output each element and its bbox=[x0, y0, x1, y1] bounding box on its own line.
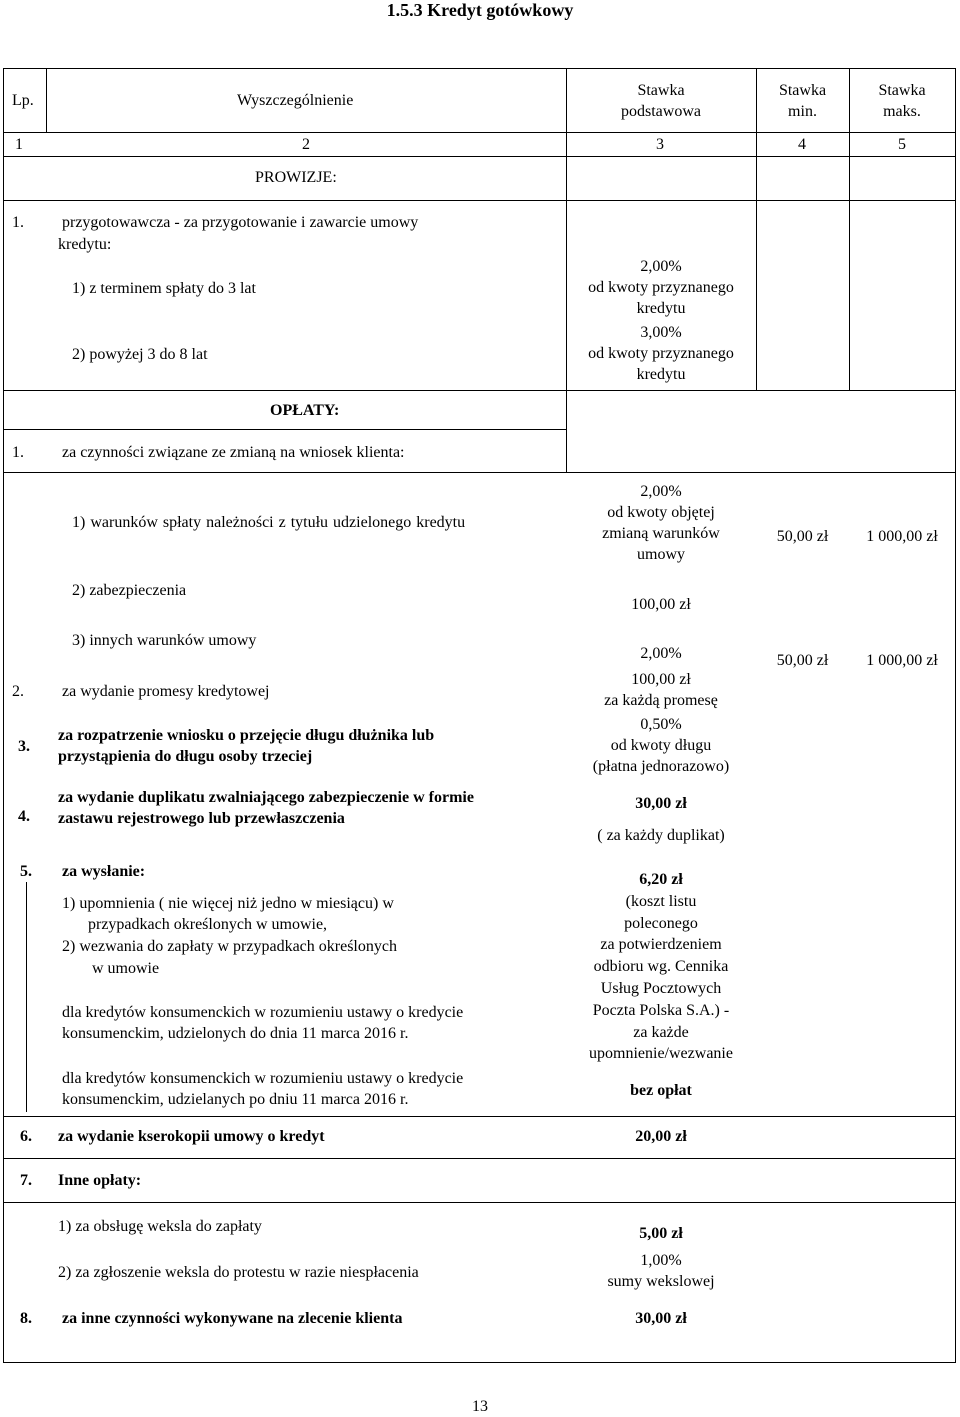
oplaty-r5-line3: 2) wezwania do zapłaty w przypadkach określonych bbox=[62, 938, 397, 955]
oplaty-r1-sub1-rate-desc-1: od kwoty objętej bbox=[607, 504, 715, 521]
oplaty-r5-rate-desc-8: upomnienie/wezwanie bbox=[589, 1045, 733, 1063]
prowizje-item-text: przygotowawcza - za przygotowanie i zawarcie umowy bbox=[62, 214, 419, 231]
col-header-min-line1: Stawka bbox=[778, 82, 827, 99]
page-title: 1.5.3 Kredyt gotówkowy bbox=[386, 0, 574, 20]
oplaty-r1-sub1: 1) warunków spłaty należności z tytułu udzielonego kredytu bbox=[72, 514, 466, 531]
oplaty-r5-line5: dla kredytów konsumenckich w rozumieniu ustawy o kredycie bbox=[62, 1004, 464, 1021]
oplaty-r8-text: za inne czynności wykonywane na zlecenie klienta bbox=[62, 1310, 403, 1327]
col-header-max-line2: maks. bbox=[883, 103, 921, 120]
prowizje-sub1-rate-desc-2: kredytu bbox=[636, 300, 686, 317]
oplaty-r5-line6: konsumenckim, udzielonych do dnia 11 marca 2016 r. bbox=[62, 1025, 409, 1042]
col-header-desc: Wyszczególnienie bbox=[237, 92, 354, 109]
prowizje-sub1-label: 1) z terminem spłaty do 3 lat bbox=[72, 280, 256, 297]
section-oplaty-heading: OPŁATY: bbox=[270, 402, 340, 419]
oplaty-r4-rate-desc: ( za każdy duplikat) bbox=[597, 827, 725, 844]
oplaty-r5-line8: konsumenckim, udzielanych po dniu 11 marca 2016 r. bbox=[62, 1091, 409, 1108]
oplaty-r5-rate bbox=[566, 869, 756, 1065]
oplaty-r4-text-2: zastawu rejestrowego lub przewłaszczenia bbox=[58, 810, 345, 827]
oplaty-r3-text-2: przystąpienia do długu osoby trzeciej bbox=[58, 748, 313, 765]
col-header-max bbox=[849, 80, 955, 122]
oplaty-r5-num: 5. bbox=[20, 863, 32, 880]
oplaty-r1-sub1-max: 1 000,00 zł bbox=[866, 528, 938, 545]
prowizje-item-text-2: kredytu: bbox=[58, 236, 112, 253]
oplaty-r1-sub3: 3) innych warunków umowy bbox=[72, 632, 257, 649]
oplaty-r5-rate-desc-7: za każde bbox=[633, 1023, 689, 1041]
prowizje-sub2-rate-desc-2: kredytu bbox=[636, 366, 686, 383]
col-header-min-line2: min. bbox=[788, 103, 817, 120]
oplaty-r3-text-1: za rozpatrzenie wniosku o przejęcie długu dłużnika lub bbox=[58, 727, 435, 744]
oplaty-r5-rate-desc-2: poleconego bbox=[624, 914, 698, 932]
oplaty-r1-sub1-rate-value: 2,00% bbox=[640, 483, 682, 500]
oplaty-r1-num: 1. bbox=[12, 444, 24, 461]
oplaty-r5-line2: przypadkach określonych w umowie, bbox=[88, 916, 328, 933]
prowizje-sub2-rate-value: 3,00% bbox=[640, 324, 682, 341]
oplaty-r7-num: 7. bbox=[20, 1172, 32, 1189]
oplaty-r5-text: za wysłanie: bbox=[62, 863, 146, 880]
oplaty-r5-line1: 1) upomnienia ( nie więcej niż jedno w miesiącu) w bbox=[62, 895, 394, 912]
oplaty-r7-sub1-rate: 5,00 zł bbox=[639, 1225, 683, 1242]
col-header-lp: Lp. bbox=[12, 92, 34, 109]
oplaty-r1-sub1-min: 50,00 zł bbox=[776, 528, 829, 545]
oplaty-r1-sub3-min: 50,00 zł bbox=[776, 652, 829, 669]
oplaty-r1-sub1-rate-desc-2: zmianą warunków bbox=[602, 525, 720, 542]
oplaty-r3-rate-value: 0,50% bbox=[640, 716, 682, 733]
oplaty-r6-rate: 20,00 zł bbox=[635, 1128, 687, 1145]
oplaty-r2-num: 2. bbox=[12, 683, 24, 700]
page-number: 13 bbox=[472, 1398, 488, 1415]
colnum-2: 2 bbox=[302, 136, 310, 153]
oplaty-r2-rate-desc: za każdą promesę bbox=[604, 692, 718, 709]
colnum-5: 5 bbox=[898, 136, 906, 153]
oplaty-r5-rate-desc-1: (koszt listu bbox=[625, 892, 697, 910]
oplaty-r5-rate-value: 6,20 zł bbox=[639, 871, 683, 888]
colnum-3: 3 bbox=[656, 136, 664, 153]
oplaty-r3-rate-desc-2: (płatna jednorazowo) bbox=[592, 758, 730, 775]
prowizje-item-num: 1. bbox=[12, 214, 24, 231]
oplaty-r7-text: Inne opłaty: bbox=[58, 1172, 142, 1189]
oplaty-r6-text: za wydanie kserokopii umowy o kredyt bbox=[58, 1128, 325, 1145]
col-header-max-line1: Stawka bbox=[878, 82, 926, 99]
oplaty-r7-sub2-rate-value: 1,00% bbox=[640, 1252, 682, 1269]
colnum-1: 1 bbox=[15, 136, 23, 153]
oplaty-r6-num: 6. bbox=[20, 1128, 32, 1145]
prowizje-sub2-rate bbox=[566, 322, 756, 385]
prowizje-sub2-rate-desc: od kwoty przyznanego bbox=[588, 345, 734, 362]
section-prowizje-heading: PROWIZJE: bbox=[255, 169, 337, 186]
oplaty-r1-sub3-rate: 2,00% bbox=[640, 645, 682, 662]
oplaty-r5-rate-desc-4: odbioru wg. Cennika bbox=[593, 958, 729, 976]
oplaty-r4-num: 4. bbox=[18, 808, 30, 825]
oplaty-r1-sub2-rate: 100,00 zł bbox=[631, 596, 691, 613]
prowizje-sub1-rate-desc: od kwoty przyznanego bbox=[588, 279, 734, 296]
oplaty-r7-sub2: 2) za zgłoszenie weksla do protestu w razie niespłacenia bbox=[58, 1264, 419, 1281]
oplaty-r5-rate-desc-5: Usług Pocztowych bbox=[600, 979, 722, 997]
oplaty-r2-rate-value: 100,00 zł bbox=[631, 671, 691, 688]
oplaty-r3-num: 3. bbox=[18, 738, 30, 755]
oplaty-r4-text-1: za wydanie duplikatu zwalniającego zabezpieczenie w formie bbox=[58, 789, 474, 806]
col-header-base-line1: Stawka bbox=[637, 82, 685, 99]
oplaty-r4-text bbox=[58, 787, 474, 829]
oplaty-r1-sub1-rate bbox=[566, 481, 756, 565]
oplaty-r3-text bbox=[58, 725, 434, 767]
oplaty-r1-sub2: 2) zabezpieczenia bbox=[72, 582, 187, 599]
oplaty-r8-num: 8. bbox=[20, 1310, 32, 1327]
oplaty-r4-rate: 30,00 zł bbox=[635, 795, 687, 812]
col-header-min bbox=[756, 80, 849, 122]
prowizje-sub2-label: 2) powyżej 3 do 8 lat bbox=[72, 346, 208, 363]
oplaty-r5-line7: dla kredytów konsumenckich w rozumieniu ustawy o kredycie bbox=[62, 1070, 464, 1087]
oplaty-r3-rate bbox=[566, 714, 756, 777]
prowizje-sub1-rate bbox=[566, 256, 756, 319]
oplaty-r1-text: za czynności związane ze zmianą na wniosek klienta: bbox=[62, 444, 405, 461]
oplaty-r7-sub2-rate-desc: sumy wekslowej bbox=[607, 1273, 715, 1290]
oplaty-r2-rate bbox=[566, 669, 756, 711]
oplaty-r5-rate-desc-3: za potwierdzeniem bbox=[600, 936, 722, 954]
oplaty-r2-text: za wydanie promesy kredytowej bbox=[62, 683, 270, 700]
oplaty-r1-sub1-rate-desc-3: umowy bbox=[637, 546, 685, 563]
oplaty-r8-rate: 30,00 zł bbox=[635, 1310, 687, 1327]
col-header-base bbox=[566, 80, 756, 122]
oplaty-r7-sub1: 1) za obsługę weksla do zapłaty bbox=[58, 1218, 262, 1235]
oplaty-r7-sub2-rate bbox=[566, 1250, 756, 1292]
oplaty-r5-rate-desc-6: Poczta Polska S.A.) - bbox=[592, 1001, 730, 1019]
r5-left-rule bbox=[26, 882, 27, 1112]
oplaty-r5-rate-free: bez opłat bbox=[630, 1082, 692, 1099]
oplaty-r3-rate-desc-1: od kwoty długu bbox=[610, 737, 712, 754]
oplaty-r1-sub3-max: 1 000,00 zł bbox=[866, 652, 938, 669]
col-header-base-line2: podstawowa bbox=[621, 103, 701, 120]
colnum-4: 4 bbox=[798, 136, 806, 153]
oplaty-r5-line4: w umowie bbox=[92, 960, 160, 977]
prowizje-sub1-rate-value: 2,00% bbox=[640, 258, 682, 275]
